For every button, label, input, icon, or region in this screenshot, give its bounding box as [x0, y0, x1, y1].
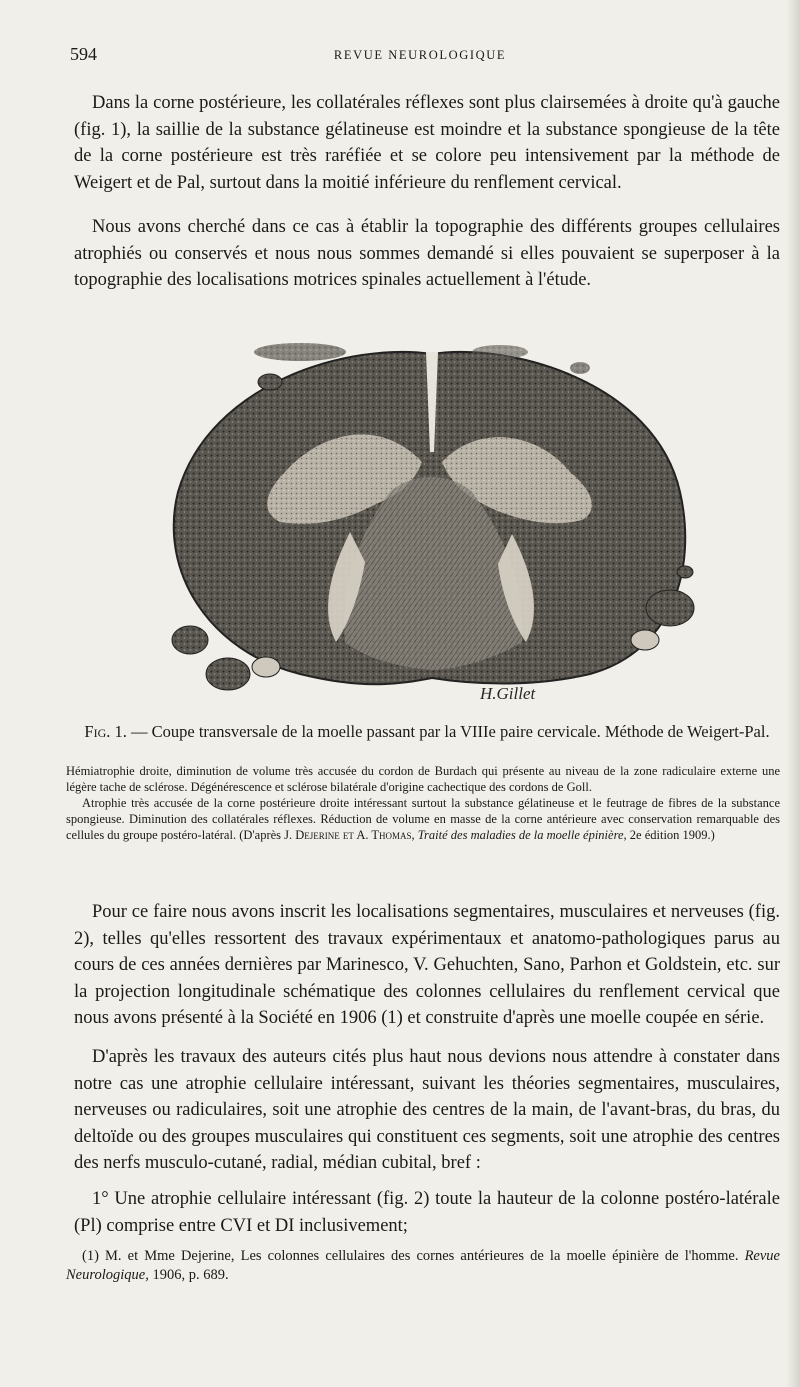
figure-caption	[74, 722, 780, 742]
figure-note-2-edition: 2e édition 1909.)	[629, 828, 715, 842]
illustrator-signature: H.Gillet	[480, 684, 536, 703]
paragraph-5-text: 1° Une atrophie cellulaire intéressant (fig. 2) toute la hauteur de la colonne postéro-latérale (Pl) comprise entre CVI et DI inclusivement;	[74, 1189, 780, 1236]
figure-note-2-text: Atrophie très accusée de la corne postérieure droite intéressant surtout la substance gélatineuse et le feutrage de fibres de la substance spongieuse. Diminution des collatérales réflexes. Réduction de volume en masse de la corne antérieure avec conservation remarquable des cellules du groupe postéro-latéral. (D'après	[66, 796, 780, 842]
figure-note-2-work: Traité des maladies de la moelle épinière,	[417, 828, 627, 842]
paragraph-3	[74, 899, 780, 1032]
footnote-journal: Revue Neurologique,	[66, 1248, 780, 1283]
footnote-text	[66, 1247, 780, 1285]
figure-note-2-authors: J. Dejerine et A. Thomas,	[284, 828, 415, 842]
figure-notes	[66, 763, 780, 843]
footnote	[66, 1247, 780, 1285]
figure-note-2	[66, 795, 780, 843]
figure-caption-title: — Coupe transversale de la moelle passant par la VIIIe paire cervicale. Méthode de Weigert-Pal.	[131, 722, 770, 741]
paragraph-4	[74, 1044, 780, 1177]
figure-label: Fig. 1.	[84, 722, 127, 741]
paragraph-1	[74, 90, 780, 196]
footnote-body: (1) M. et Mme Dejerine, Les colonnes cellulaires des cornes antérieures de la moelle épinière de l'homme.	[82, 1248, 739, 1264]
page-header	[70, 44, 770, 68]
paragraph-2	[74, 214, 780, 294]
spinal-cord-illustration	[150, 322, 710, 714]
paragraph-4-text: D'après les travaux des auteurs cités plus haut nous devions nous attendre à constater dans notre cas une atrophie cellulaire intéressant, suivant les théories segmentaires, musculaires, nerveuses ou radiculaires, soit une atrophie des centres de la main, de l'avant-bras, du bras, du deltoïde ou des groupes musculaires qui constituent ces segments, soit une atrophie des centres des nerfs musculo-cutané, radial, médian cubital, bref :	[74, 1047, 780, 1173]
figure-note-1: Hémiatrophie droite, diminution de volume très accusée du cordon de Burdach qui présente au niveau de la zone radiculaire externe une légère tache de sclérose. Dégénérescence et sclérose bilatérale d'origine cachectique des cordons de Goll.	[66, 764, 780, 794]
page-edge-shadow	[786, 0, 800, 1387]
running-head: REVUE NEUROLOGIQUE	[333, 48, 507, 62]
page-number: 594	[70, 44, 97, 64]
paragraph-5	[74, 1186, 780, 1239]
spinal-cord-section-figure	[150, 322, 710, 714]
paragraph-2-text: Nous avons cherché dans ce cas à établir la topographie des différents groupes cellulaires atrophiés ou conservés et nous nous sommes demandé si elles pouvaient se superposer à la topographie des localisations motrices spinales actuellement à l'étude.	[74, 217, 780, 290]
paragraph-3-text: Pour ce faire nous avons inscrit les localisations segmentaires, musculaires et nerveuses (fig. 2), telles qu'elles ressortent des travaux expérimentaux et anatomo-pathologiques parus au cours de ces années dernières par Marinesco, V. Gehuchten, Sano, Parhon et Goldstein, etc. sur la projection longitudinale schématique des colonnes cellulaires du renflement cervical que nous avons présenté à la Société en 1906 (1) et construite d'après une moelle coupée en série.	[74, 902, 780, 1028]
footnote-citation: 1906, p. 689.	[152, 1267, 229, 1283]
paragraph-1-text: Dans la corne postérieure, les collatérales réflexes sont plus clairsemées à droite qu'à gauche (fig. 1), la saillie de la substance gélatineuse est moindre et la substance spongieuse de la tête de la corne postérieure est très raréfiée et se colore peu intensivement par la méthode de Weigert et de Pal, surtout dans la moitié inférieure du renflement cervical.	[74, 93, 780, 193]
